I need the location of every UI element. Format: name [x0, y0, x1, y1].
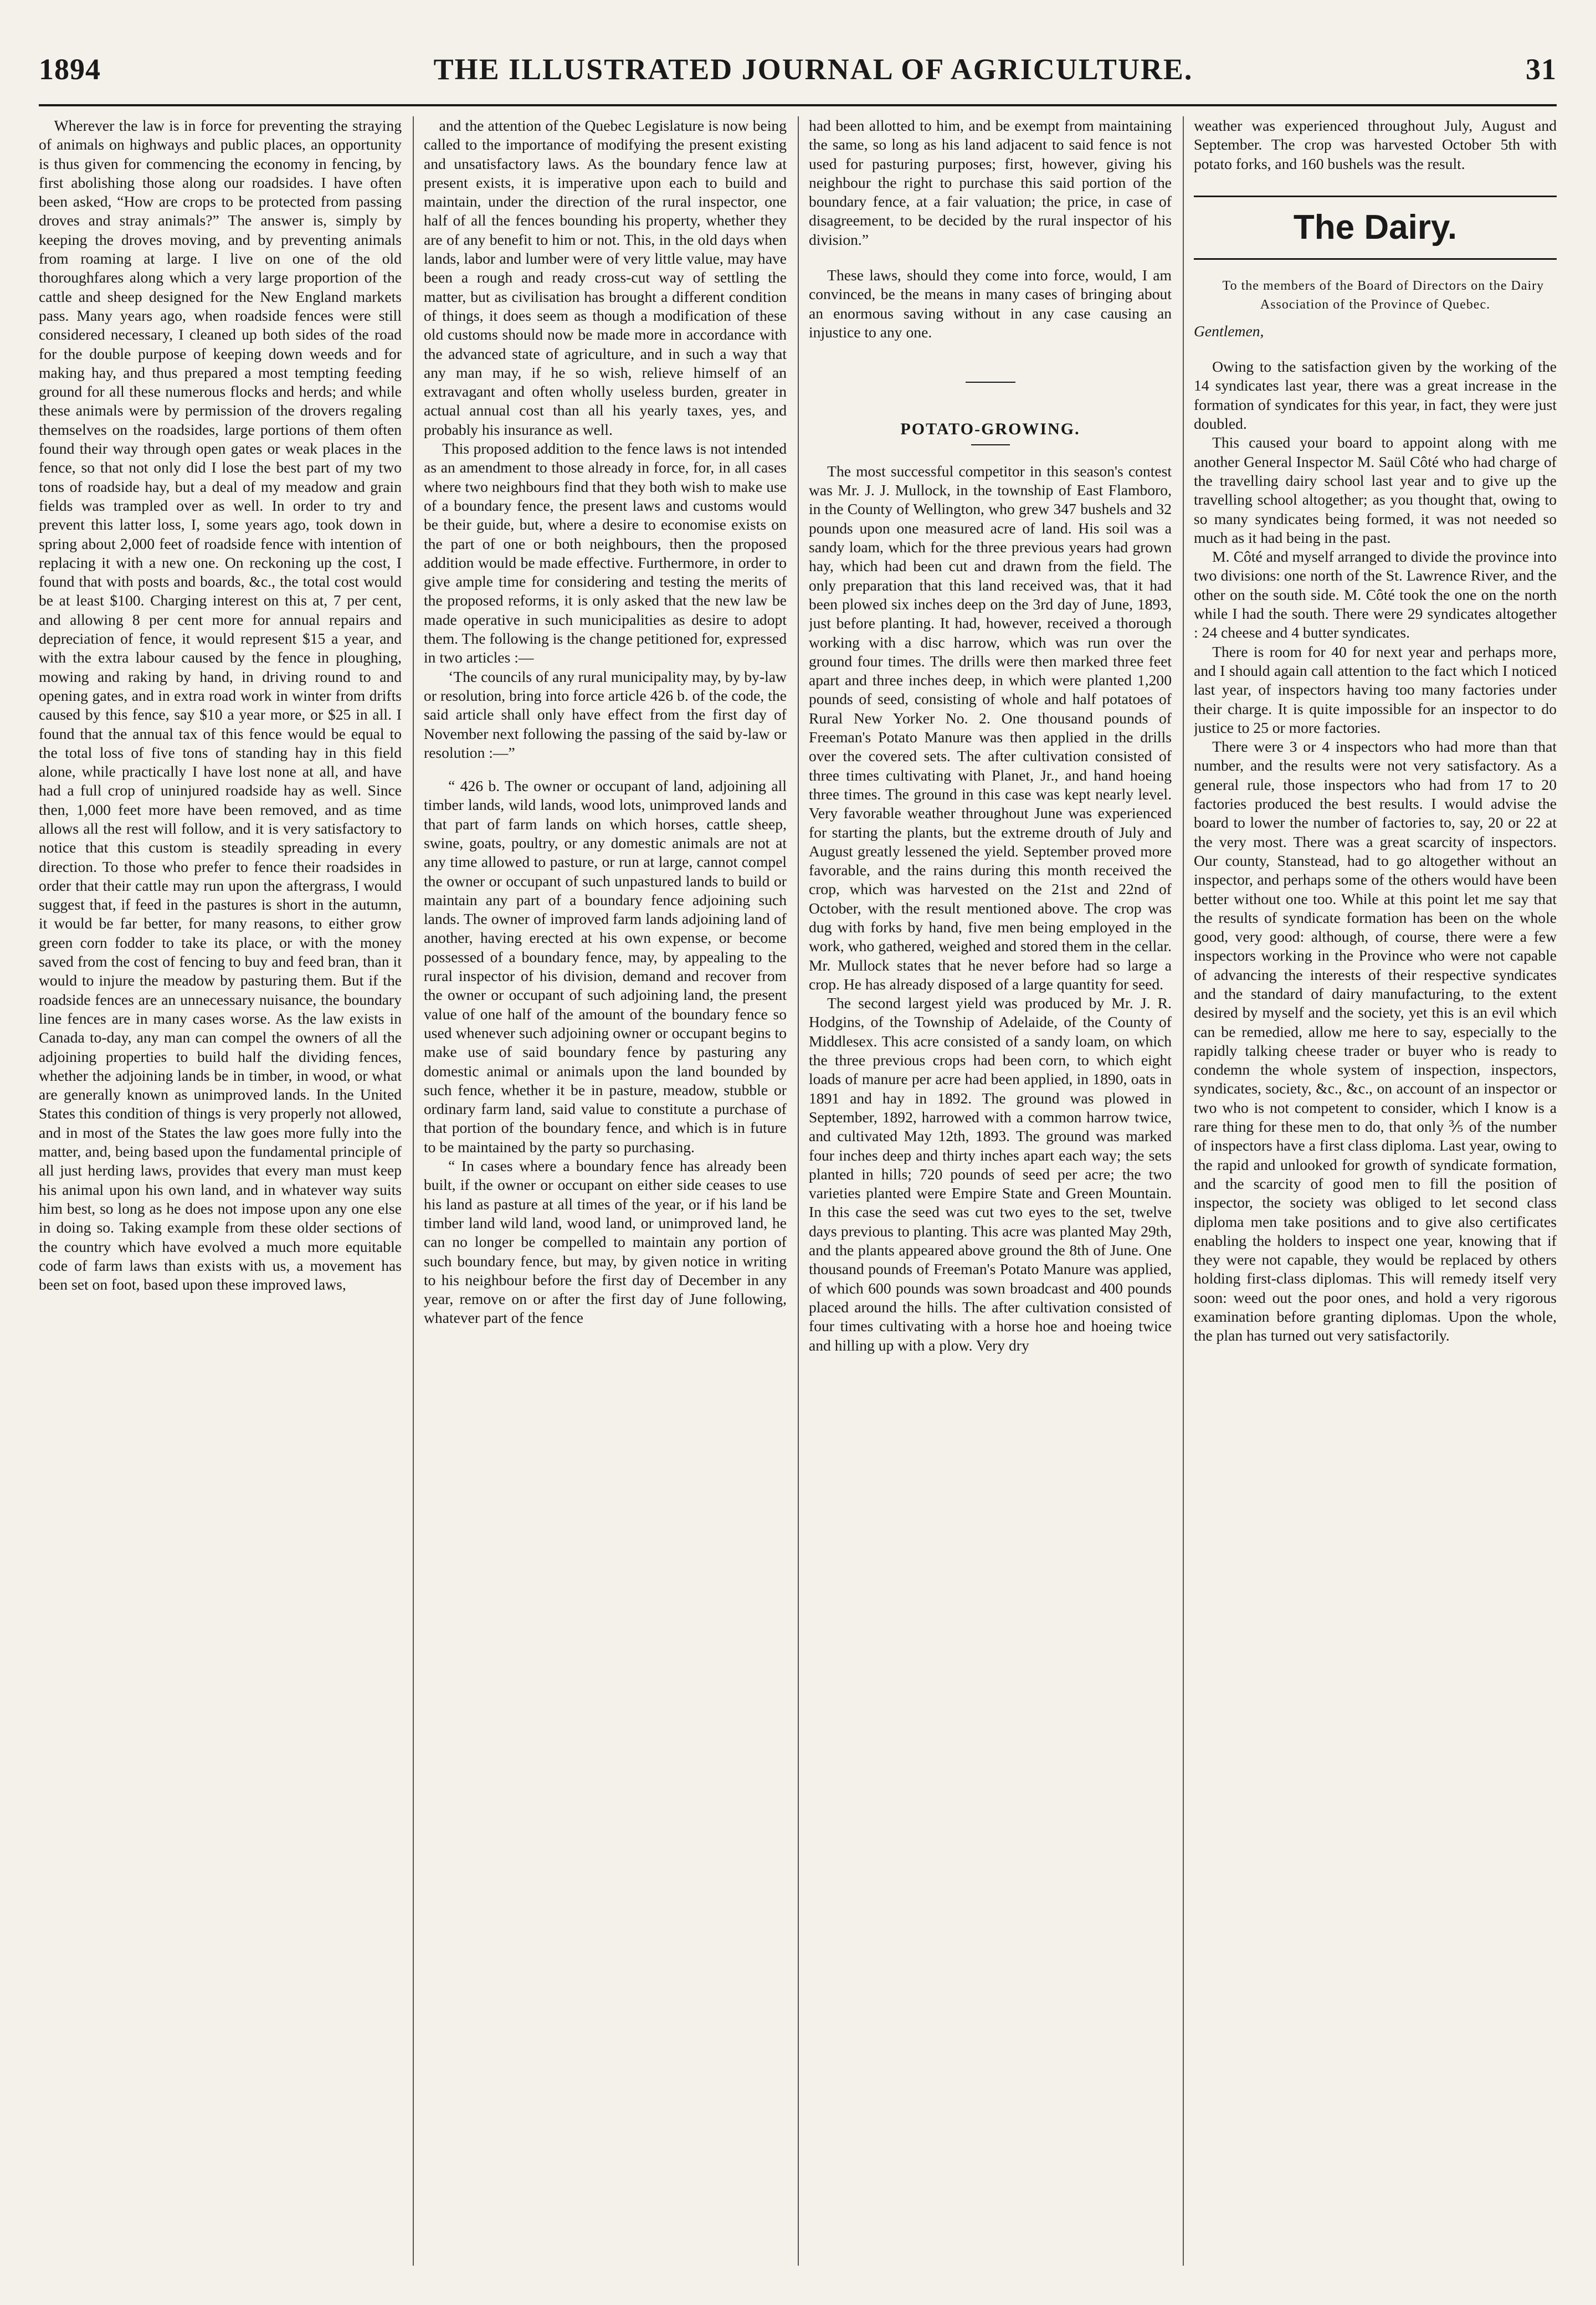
header-rule: [39, 104, 1557, 106]
fencing-paragraph: Wherever the law is in force for preventing the straying of animals on highways and public places, an opportunity is thus given for commencing the economy in fencing, by first abolishing those along our roadsides. I have often been asked, “How are crops to be protected from passing droves and stray animals?” The answer is, simply by keeping the droves moving, and by preventing animals from roaming at large. I live on one of the old thoroughfares along which a very large proportion of the cattle and sheep designed for the New England markets pass. Many years ago, when roadside fences were still considered necessary, I cleaned up both sides of the road for the double purpose of keeping down weeds and for making hay, and thus prepared a most tempting feeding ground for all these numerous flocks and herds; and while these animals were by permission of the drovers regaling themselves on the roadsides, large portions of them often found their way through open gates or weak places in the fence, so that not only did I lose the best part of my two tons of roadside hay, but a deal of my meadow and grain fields was trampled over as well. In order to try and prevent this latter loss, I, some years ago, took down in spring about 2,000 feet of roadside fence with intention of replacing it with a new one. On reckoning up the cost, I found that with posts and boards, &c., the total cost would be at least $100. Charging interest on this at, 7 per cent, and allowing 8 per cent more for annual repairs and depreciation of fence, it would represent $15 a year, and with the extra labour caused by the fence in ploughing, mowing and raking by hand, in driving round to and opening gates, and in extra road work in winter from drifts caused by this fence, say $10 a year more, or $25 in all. I found that the annual tax of this fence would be equal to the total loss of five tons of standing hay in this field alone, while practically I have lost none at all, and have had a full crop of uninjured roadside hay as well. Since then, 1,000 feet more have been removed, and as time allows all the rest will follow, and it is very satisfactory to notice that this custom is steadily spreading in every direction. To those who prefer to fence their roadsides in order that their cattle may run upon the aftergrass, I would suggest that, if feed in the pastures is short in the autumn, it would be far better, for many reasons, to either grow green corn fodder to take its place, or with the money saved from the cost of fencing to buy and feed bran, than it would to injure the meadow by pasturing them. But if the roadside fences are an unnecessary nuisance, the boundary line fences are in many cases worse. As the law exists in Canada to-day, any man can compel the owners of all the adjoining properties to build half the dividing fences, whether the adjoining lands be in timber, in wood, or what are generally known as unimproved lands. In the United States this condition of things is very properly not allowed, and in most of the States the law goes more fully into the matter, and, being based upon the fundamental principle of all just herding laws, provides that every man must keep his animal upon his own land, and in whatever way suits him best, so long as he does not impose upon any one else in doing so. Taking example from these older sections of the country which have evolved a much more equitable code of farm laws than exists with us, a movement has been set on foot, based upon these improved laws,: [39, 117, 402, 1293]
column-rule: [413, 116, 414, 2266]
column-4: [1194, 116, 1557, 2266]
fence-continuation-paragraph: had been allotted to him, and be exempt from maintaining the same, so long as his land adjacent to said fence is not used for pasturing purposes; first, however, giving his neighbour the right to purchase this said portion of the boundary fence, at a fair valuation; the price, in case of disagreement, to be decided by the rural inspector of his division.”: [809, 117, 1172, 248]
dairy-section-banner: [1194, 196, 1557, 260]
journal-title: THE ILLUSTRATED JOURNAL OF AGRICULTURE.: [433, 53, 1193, 86]
mullock-paragraph: The most successful competitor in this season's contest was Mr. J. J. Mullock, in the township of East Flamboro, in the County of Wellington, who grew 347 bushels and 32 pounds upon one measured acre of land. His soil was a sandy loam, which for the three previous years had grown hay, which had been cut and drawn from the field. The only preparation that this land received was, that it had been plowed six inches deep on the 3rd day of June, 1893, just before planting. It had, however, received a thorough working with a disc harrow, which was run over the ground four times. The drills were then marked three feet apart and three inches deep, in which were planted 1,200 pounds of seed, consisting of whole and half potatoes of Rural New Yorker No. 2. One thousand pounds of Freeman's Potato Manure was then applied in the drills over the covered sets. The after cultivation consisted of three times cultivating with Planet, Jr., and hand hoeing three times. The ground in this case was kept nearly level. Very favorable weather throughout June was experienced for starting the plants, but the extreme drouth of July and August greatly lessened the yield. September proved more favorable, and the rains during this month received the crop, which was harvested on the 21st and 22nd of October, with the result mentioned above. The crop was dug with forks by hand, five men being employed in the work, who gathered, weighed and stored them in the cellar. Mr. Mullock states that he never before had so large a crop. He has already disposed of a large quantity for seed.: [809, 462, 1172, 993]
dairy-heading: The Dairy.: [1293, 208, 1458, 247]
board-address: To the members of the Board of Directors on the Dairy Association of the Province of Quebec.: [1222, 278, 1544, 312]
laws-conclusion-paragraph: These laws, should they come into force, would, I am convinced, be the means in many cases of bringing about an enormous saving without in any case causing an injustice to any one.: [809, 266, 1172, 341]
journal-page: [39, 22, 1557, 2282]
column-2: [424, 116, 787, 2266]
page-number: 31: [1526, 53, 1557, 86]
header-year: 1894: [39, 53, 101, 86]
salutation: Gentlemen,: [1194, 322, 1264, 340]
hodgins-paragraph: The second largest yield was produced by Mr. J. R. Hodgins, of the Township of Adelaide, of the County of Middlesex. This acre consisted of a sandy loam, on which the three previous crops had been corn, to which eight loads of manure per acre had been applied, in 1890, oats in 1891 and hay in 1892. The ground was plowed in September, 1892, harrowed with a common harrow twice, and cultivated May 12th, 1893. The ground was marked four inches deep and thirty inches apart each way; the sets planted in hills; 720 pounds of seed per acre; the two varieties planted were Empire State and Green Mountain. In this case the seed was cut two eyes to the set, twelve days previous to planting. This acre was planted May 29th, and the plants appeared above ground the 8th of June. One thousand pounds of Freeman's Potato Manure was applied, of which 600 pounds was sown broadcast and 400 pounds placed around the hills. The after cultivation consisted of four times cultivating with a horse hoe and hoeing twice and hilling up with a plow. Very dry: [809, 994, 1172, 1354]
proposed-addition-paragraph: This proposed addition to the fence laws is not intended as an amendment to those already in force, for, in all cases where two neighbours find that they both wish to make use of a boundary fence, the present laws and customs would be their guide, but, where a desire to economise exists on the part of one or both neighbours, then the proposed addition would be made effective. Furthermore, in order to give ample time for considering and testing the merits of the proposed reforms, it is only asked that the new law be made operative in such municipalities as desire to adopt them. The following is the change petitioned for, expressed in two articles :—: [424, 440, 787, 666]
divisions-paragraph: M. Côté and myself arranged to divide the province into two divisions: one north of the St. Lawrence River, and the other on the south side. M. Côté took the one on the north while I had the south. There were 29 syndicates altogether : 24 cheese and 4 butter syndicates.: [1194, 548, 1557, 641]
column-3: [809, 116, 1172, 2266]
article-426b-quote: “ 426 b. The owner or occupant of land, adjoining all timber lands, wild lands, wood lots, unimproved lands and that part of farm lands on which horses, cattle sheep, swine, goats, poultry, or any domestic animals are not at any time allowed to pasture, or run at large, cannot compel the owner or occupant of such unpastured lands to build or maintain any part of a boundary fence adjoining such lands. The owner of improved farm lands adjoining land of another, having erected at his own expense, or become possessed of a boundary fence, may, by appealing to the rural inspector of his division, demand and recover from the owner or occupant of such adjoining land, the present value of one half of the amount of the boundary fence so used whenever such adjoining owner or occupant begins to make use of said boundary fence by pasturing any domestic animal or animals upon the land bounded by such fence, whether it be in pasture, meadow, stubble or ordinary farm land, said value to constitute a purchase of that portion of the boundary fence, and which is in future to be maintained by the party so purchasing.: [424, 777, 787, 1156]
legislature-paragraph: and the attention of the Quebec Legislature is now being called to the importance of modifying the present existing and unsatisfactory laws. As the boundary fence law at present exists, it is imperative upon each to build and maintain, under the direction of the rural inspector, one half of all the fences bounding his property, whether they are of any benefit to him or not. This, in the old days when lands, labor and lumber were of very little value, may have been a rough and ready cross-cut way of settling the matter, but as civilisation has brought a different condition of things, it does seem as though a modification of these old customs should now be made more in accordance with the advanced state of agriculture, and in such a way that any man may, if he so wish, relieve himself of an extravagant and often wholly useless burden, greater in actual annual cost than all his yearly taxes, yes, and probably his insurance as well.: [424, 117, 787, 438]
syndicates-paragraph: Owing to the satisfaction given by the working of the 14 syndicates last year, there was a great increase in the formation of syndicates for this year, in fact, they were just doubled.: [1194, 358, 1557, 433]
column-rule: [798, 116, 799, 2266]
room-for-more-paragraph: There is room for 40 for next year and perhaps more, and I should again call attention to the fact which I noticed last year, of inspectors having too many factories under their charge. It is quite impossible for an inspector to do justice to 25 or more factories.: [1194, 643, 1557, 736]
page-header: [39, 44, 1557, 94]
column-1: [39, 116, 402, 2266]
councils-quote: ‘The councils of any rural municipality may, by by-law or resolution, bring into force article 426 b. of the code, the said article shall only have effect from the first day of November next following the passing of the said by-law or resolution :—”: [424, 668, 787, 761]
section-separator: [809, 368, 1172, 387]
existing-fence-quote: “ In cases where a boundary fence has already been built, if the owner or occupant on either side ceases to use his land as pasture at all times of the year, or if his land be timber land wild land, wood land, or unimproved land, he can no longer be compelled to maintain any portion of such boundary fence, but may, by given notice in writing to his neighbour before the first day of December in any year, remove on or after the first day of June following, whatever part of the fence: [424, 1157, 787, 1327]
column-rule: [1183, 116, 1184, 2266]
inspector-appointment-paragraph: This caused your board to appoint along with me another General Inspector M. Saül Côté who had charge of the travelling dairy school last year and to give up the travelling school altogether; as you thought that, owing to so many syndicates being formed, it was not needed so much as it had being in the past.: [1194, 434, 1557, 546]
article-columns: [39, 116, 1557, 2277]
inspectors-results-paragraph: There were 3 or 4 inspectors who had more than that number, and the results were not very satisfactory. As a general rule, those inspectors who had from 17 to 20 factories produced the best results. I would advise the board to lower the number of factories to, say, 20 or 22 at the very most. There was a great scarcity of inspectors. Our county, Stanstead, had to go altogether without an inspector, and perhaps some of the others would have been better without one too. While at this point let me say that the results of syndicate formation has been on the whole good, very good: although, of course, there were a few inspectors working in the Province who were not capable of advancing the interests of their respective syndicates and the standard of dairy manufacturing, to the extent desired by myself and the society, yet this is an evil which can be remedied, allow me here to say, especially to the rapidly talking cheese trader or buyer who is ready to condemn the whole system of inspection, inspectors, syndicates, society, &c., &c., on account of an inspector or two who is not competent to consider, which I know is a rare thing for these men to do, that only ⅗ of the number of inspectors have a first class diploma. Last year, owing to the rapid and unlooked for growth of syndicate formation, and the scarcity of good men to fill the position of inspector, the society was obliged to let second class diploma men take positions and to give also certificates enabling the holders to inspect one year, knowing that if they were not capable, they would be replaced by others holding first-class diplomas. This will remedy itself very soon: weed out the poor ones, and hold a very rigorous examination before granting diplomas. Upon the whole, the plan has turned out very satisfactorily.: [1194, 738, 1557, 1344]
weather-continuation-paragraph: weather was experienced throughout July, August and September. The crop was harvested October 5th with potato forks, and 160 bushels was the result.: [1194, 117, 1557, 172]
potato-growing-heading: POTATO-GROWING.: [900, 419, 1080, 438]
heading-rule: [971, 444, 1010, 445]
